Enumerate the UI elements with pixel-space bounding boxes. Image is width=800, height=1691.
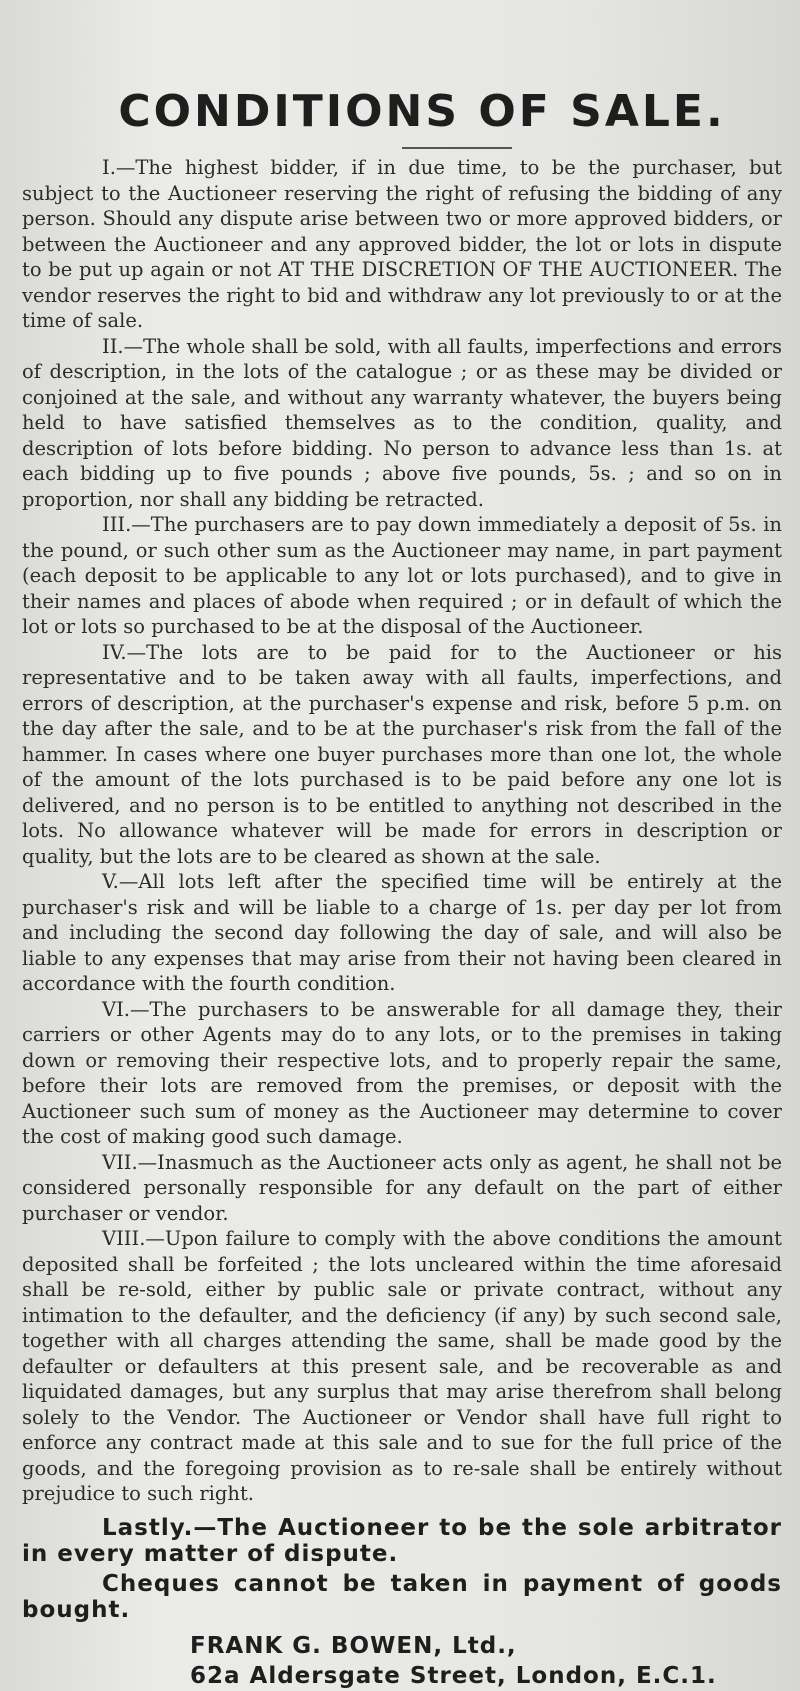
firm-address: 62a Aldersgate Street, London, E.C.1. xyxy=(190,1662,717,1689)
firm-block xyxy=(190,1631,782,1691)
closing-notes xyxy=(22,1515,782,1623)
condition-4: IV.—The lots are to be paid for to the Auctioneer or his representative and to be taken away with all faults, imperfections, and errors of description, at the purchaser's expense and risk, before 5 p.m. on the day after the sale, and to be at the purchaser's risk from the fall of the hammer. In cases where one buyer purchases more than one lot, the whole of the amount of the lots purchased is to be paid before any one lot is delivered, and no person is to be entitled to anything not described in the lots. No allowance whatever will be made for errors in description or quality, but the lots are to be cleared as shown at the sale. xyxy=(22,640,782,868)
condition-1: I.—The highest bidder, if in due time, to be the purchaser, but subject to the Auctioneer reserving the right of refusing the bidding of any person. Should any dispute arise between two or more approved bidders, or between the Auctioneer and any approved bidder, the lot or lots in dispute to be put up again or not AT THE DISCRETION OF THE AUCTIONEER. The vendor reserves the right to bid and withdraw any lot previously to or at the time of sale. xyxy=(22,156,782,332)
closing-arbitrator: Lastly.—The Auctioneer to be the sole arbitrator in every matter of dispute. xyxy=(22,1514,782,1567)
condition-6: VI.—The purchasers to be answerable for all damage they, their carriers or other Agents may do to any lots, or to the premises in taking down or removing their respective lots, and to properly repair the same, before their lots are removed from the premises, or deposit with the Auctioneer such sum of money as the Auctioneer may determine to cover the cost of making good such damage. xyxy=(22,997,782,1148)
closing-cheques: Cheques cannot be taken in payment of goods bought. xyxy=(22,1570,782,1623)
title-rule xyxy=(402,147,512,149)
condition-7: VII.—Inasmuch as the Auctioneer acts only as agent, he shall not be considered personally responsible for any default on the part of either purchaser or vendor. xyxy=(22,1150,782,1225)
condition-5: V.—All lots left after the specified time will be entirely at the purchaser's risk and will be liable to a charge of 1s. per day per lot from and including the second day following the day of sale, and will also be liable to any expenses that may arise from their not having been cleared in accordance with the fourth condition. xyxy=(22,870,782,995)
conditions-list xyxy=(22,155,782,1507)
condition-2: II.—The whole shall be sold, with all faults, imperfections and errors of description, in the lots of the catalogue ; or as these may be divided or conjoined at the sale, and without any warranty whatever, the buyers being held to have satisfied themselves as to the condition, quality, and description of lots before bidding. No person to advance less than 1s. at each bidding up to five pounds ; above five pounds, 5s. ; and so on in proportion, nor shall any bidding be retracted. xyxy=(22,334,782,511)
firm-name: FRANK G. BOWEN, Ltd., xyxy=(190,1632,517,1659)
condition-8: VIII.—Upon failure to comply with the above conditions the amount deposited shall be forfeited ; the lots uncleared within the time aforesaid shall be re-sold, either by public sale or private contract, without any intimation to the defaulter, and the deficiency (if any) by such second sale, together with all charges attending the same, shall be made good by the defaulter or defaulters at this present sale, and be recoverable as and liquidated damages, but any surplus that may arise therefrom shall belong solely to the Vendor. The Auctioneer or Vendor shall have full right to enforce any contract made at this sale and to sue for the full price of the goods, and the foregoing provision as to re-sale shall be entirely without prejudice to such right. xyxy=(22,1227,782,1505)
page-title: CONDITIONS OF SALE. xyxy=(118,86,726,137)
condition-3: III.—The purchasers are to pay down immediately a deposit of 5s. in the pound, or such other sum as the Auctioneer may name, in part payment (each deposit to be applicable to any lot or lots purchased), and to give in their names and places of abode when required ; or in default of which the lot or lots so purchased to be at the disposal of the Auctioneer. xyxy=(22,513,782,638)
